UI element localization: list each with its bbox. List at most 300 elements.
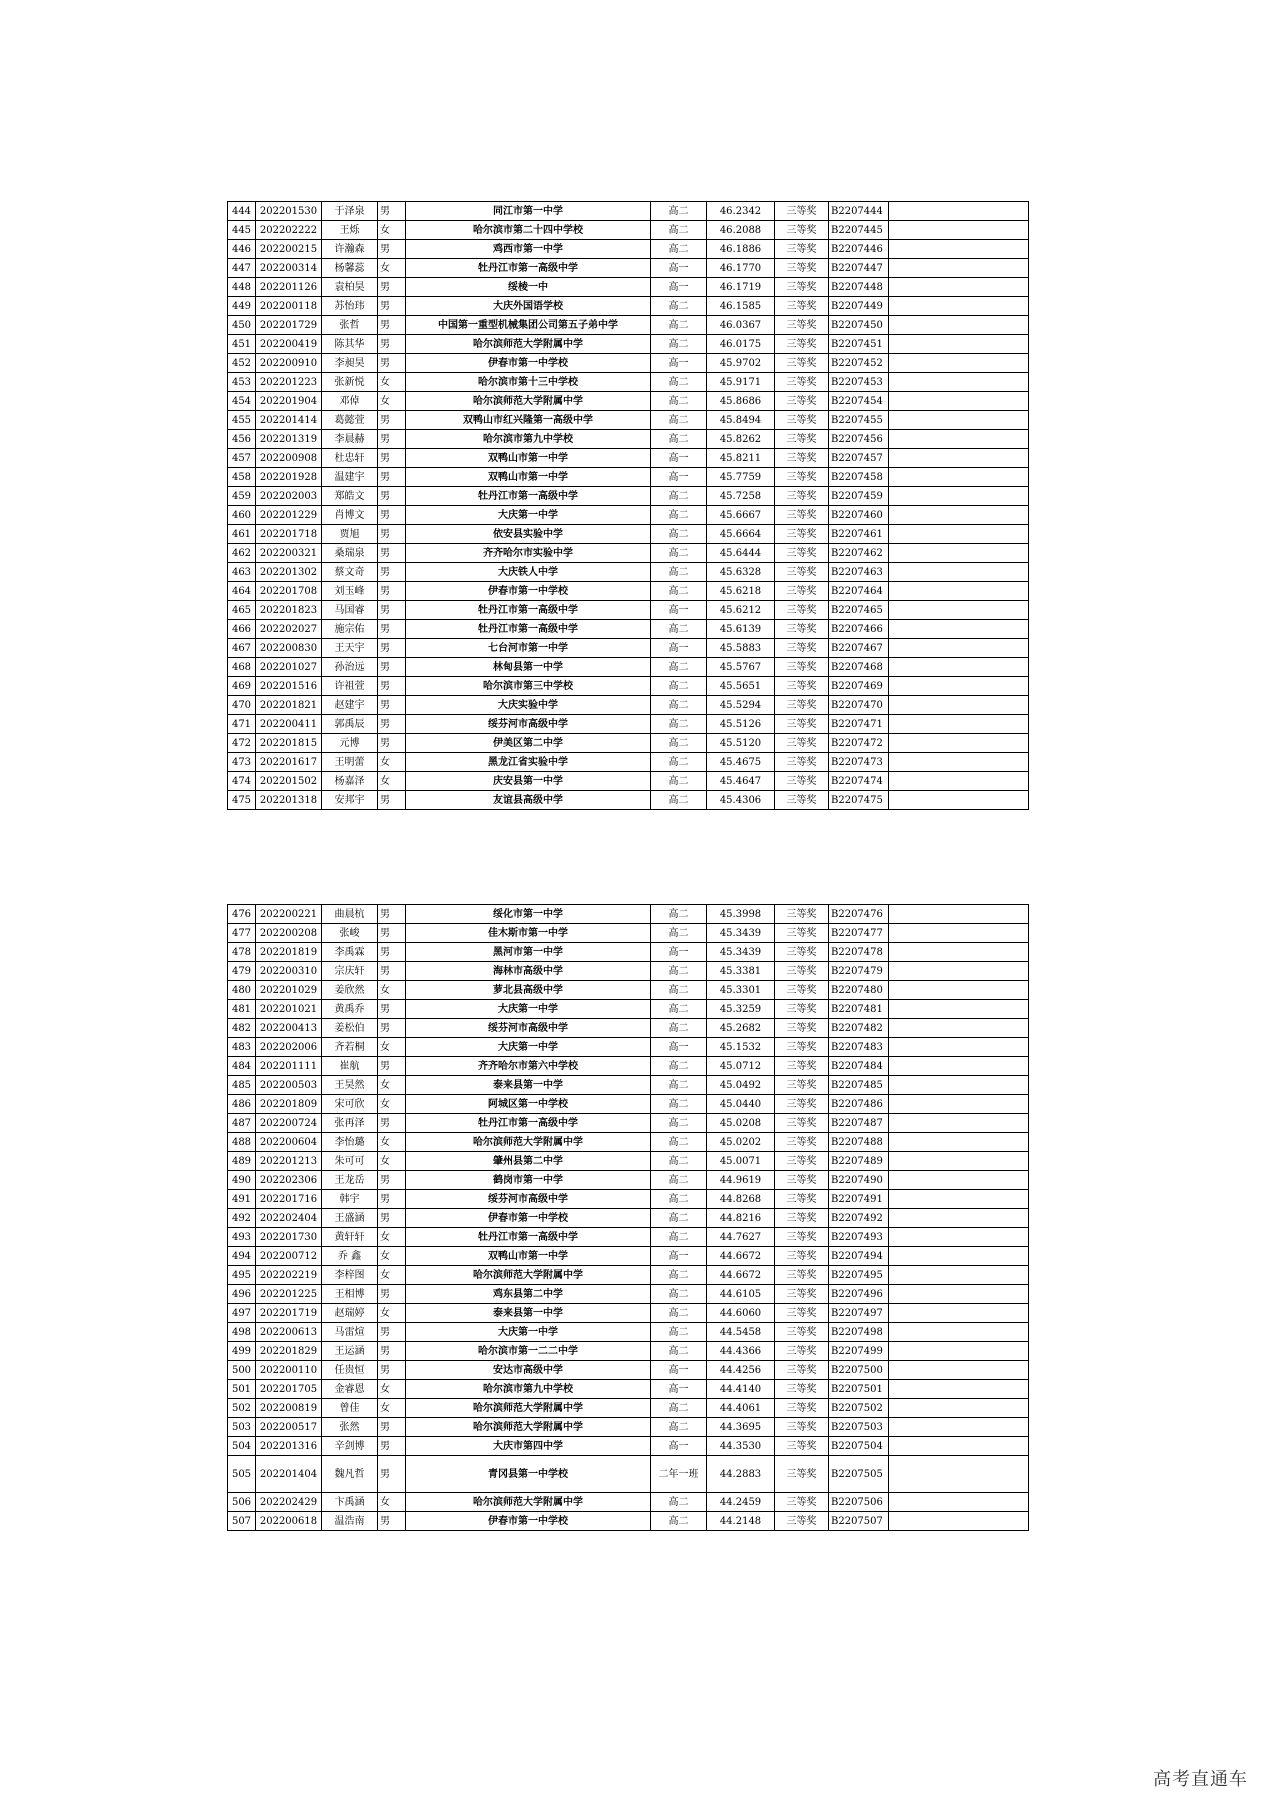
candidate-id-cell: 202201516	[256, 677, 322, 696]
grade-cell: 高二	[651, 715, 707, 734]
gender-cell: 男	[378, 962, 406, 981]
grade-cell: 高一	[651, 639, 707, 658]
name-cell: 温浩南	[322, 1512, 378, 1531]
rank-cell: 485	[228, 1076, 256, 1095]
grade-cell: 高一	[651, 1247, 707, 1266]
blank-cell	[889, 354, 1029, 373]
certificate-no-cell: B2207507	[829, 1512, 889, 1531]
name-cell: 李怡璐	[322, 1133, 378, 1152]
certificate-no-cell: B2207482	[829, 1019, 889, 1038]
score-cell: 44.8268	[707, 1190, 775, 1209]
score-cell: 45.6328	[707, 563, 775, 582]
table-row	[228, 1114, 1029, 1133]
name-cell: 张然	[322, 1418, 378, 1437]
table-row	[228, 620, 1029, 639]
candidate-id-cell: 202200321	[256, 544, 322, 563]
score-cell: 45.5883	[707, 639, 775, 658]
name-cell: 马雷煊	[322, 1323, 378, 1342]
rank-cell: 499	[228, 1342, 256, 1361]
gender-cell: 男	[378, 506, 406, 525]
grade-cell: 高二	[651, 734, 707, 753]
certificate-no-cell: B2207485	[829, 1076, 889, 1095]
table-row	[228, 449, 1029, 468]
award-cell: 三等奖	[775, 1323, 829, 1342]
name-cell: 金睿恩	[322, 1380, 378, 1399]
certificate-no-cell: B2207460	[829, 506, 889, 525]
name-cell: 苏怡玮	[322, 297, 378, 316]
award-cell: 三等奖	[775, 943, 829, 962]
candidate-id-cell: 202202404	[256, 1209, 322, 1228]
school-cell: 大庆第一中学	[406, 1038, 651, 1057]
grade-cell: 高一	[651, 449, 707, 468]
name-cell: 郑皓文	[322, 487, 378, 506]
certificate-no-cell: B2207503	[829, 1418, 889, 1437]
blank-cell	[889, 1456, 1029, 1493]
gender-cell: 男	[378, 1114, 406, 1133]
rank-cell: 454	[228, 392, 256, 411]
candidate-id-cell: 202200503	[256, 1076, 322, 1095]
school-cell: 伊美区第二中学	[406, 734, 651, 753]
award-cell: 三等奖	[775, 221, 829, 240]
name-cell: 杨馨蕊	[322, 259, 378, 278]
name-cell: 张哲	[322, 316, 378, 335]
gender-cell: 女	[378, 753, 406, 772]
blank-cell	[889, 639, 1029, 658]
table-row	[228, 392, 1029, 411]
table-row	[228, 1266, 1029, 1285]
table-row	[228, 373, 1029, 392]
name-cell: 王昊然	[322, 1076, 378, 1095]
grade-cell: 高二	[651, 1152, 707, 1171]
grade-cell: 高一	[651, 1437, 707, 1456]
school-cell: 中国第一重型机械集团公司第五子弟中学	[406, 316, 651, 335]
rank-cell: 506	[228, 1493, 256, 1512]
table-row	[228, 1171, 1029, 1190]
certificate-no-cell: B2207453	[829, 373, 889, 392]
award-cell: 三等奖	[775, 620, 829, 639]
score-cell: 44.4256	[707, 1361, 775, 1380]
award-cell: 三等奖	[775, 430, 829, 449]
certificate-no-cell: B2207491	[829, 1190, 889, 1209]
name-cell: 卞禹涵	[322, 1493, 378, 1512]
gender-cell: 男	[378, 335, 406, 354]
rank-cell: 448	[228, 278, 256, 297]
blank-cell	[889, 1380, 1029, 1399]
name-cell: 许祖萱	[322, 677, 378, 696]
name-cell: 葛懿萱	[322, 411, 378, 430]
blank-cell	[889, 468, 1029, 487]
blank-cell	[889, 316, 1029, 335]
score-cell: 45.3998	[707, 905, 775, 924]
certificate-no-cell: B2207468	[829, 658, 889, 677]
certificate-no-cell: B2207499	[829, 1342, 889, 1361]
certificate-no-cell: B2207447	[829, 259, 889, 278]
candidate-id-cell: 202201229	[256, 506, 322, 525]
school-cell: 依安县实验中学	[406, 525, 651, 544]
certificate-no-cell: B2207446	[829, 240, 889, 259]
score-cell: 45.5120	[707, 734, 775, 753]
rank-cell: 450	[228, 316, 256, 335]
certificate-no-cell: B2207502	[829, 1399, 889, 1418]
award-cell: 三等奖	[775, 962, 829, 981]
rank-cell: 486	[228, 1095, 256, 1114]
score-cell: 44.7627	[707, 1228, 775, 1247]
score-cell: 45.3381	[707, 962, 775, 981]
blank-cell	[889, 582, 1029, 601]
certificate-no-cell: B2207479	[829, 962, 889, 981]
table-row	[228, 1456, 1029, 1493]
candidate-id-cell: 202201716	[256, 1190, 322, 1209]
table-row	[228, 1019, 1029, 1038]
gender-cell: 男	[378, 1019, 406, 1038]
candidate-id-cell: 202201718	[256, 525, 322, 544]
candidate-id-cell: 202202219	[256, 1266, 322, 1285]
grade-cell: 高二	[651, 525, 707, 544]
rank-cell: 468	[228, 658, 256, 677]
school-cell: 大庆实验中学	[406, 696, 651, 715]
grade-cell: 高二	[651, 392, 707, 411]
grade-cell: 高一	[651, 1038, 707, 1057]
rank-cell: 455	[228, 411, 256, 430]
blank-cell	[889, 1114, 1029, 1133]
name-cell: 王明蕾	[322, 753, 378, 772]
rank-cell: 449	[228, 297, 256, 316]
rank-cell: 456	[228, 430, 256, 449]
award-cell: 三等奖	[775, 658, 829, 677]
school-cell: 肇州县第二中学	[406, 1152, 651, 1171]
certificate-no-cell: B2207505	[829, 1456, 889, 1493]
school-cell: 牡丹江市第一高级中学	[406, 259, 651, 278]
certificate-no-cell: B2207470	[829, 696, 889, 715]
certificate-no-cell: B2207448	[829, 278, 889, 297]
rank-cell: 494	[228, 1247, 256, 1266]
school-cell: 哈尔滨师范大学附属中学	[406, 392, 651, 411]
name-cell: 温建宇	[322, 468, 378, 487]
table-row	[228, 658, 1029, 677]
name-cell: 王烁	[322, 221, 378, 240]
certificate-no-cell: B2207493	[829, 1228, 889, 1247]
gender-cell: 男	[378, 734, 406, 753]
name-cell: 施宗佑	[322, 620, 378, 639]
school-cell: 牡丹江市第一高级中学	[406, 1114, 651, 1133]
table-row	[228, 677, 1029, 696]
candidate-id-cell: 202201027	[256, 658, 322, 677]
gender-cell: 女	[378, 1133, 406, 1152]
name-cell: 宋可欣	[322, 1095, 378, 1114]
school-cell: 鸡西市第一中学	[406, 240, 651, 259]
name-cell: 曾佳	[322, 1399, 378, 1418]
grade-cell: 高二	[651, 1512, 707, 1531]
school-cell: 大庆市第四中学	[406, 1437, 651, 1456]
score-cell: 45.5767	[707, 658, 775, 677]
name-cell: 李晨赫	[322, 430, 378, 449]
rank-cell: 484	[228, 1057, 256, 1076]
grade-cell: 高二	[651, 1285, 707, 1304]
table-row	[228, 1323, 1029, 1342]
candidate-id-cell: 202201316	[256, 1437, 322, 1456]
rank-cell: 478	[228, 943, 256, 962]
score-cell: 45.2682	[707, 1019, 775, 1038]
candidate-id-cell: 202201319	[256, 430, 322, 449]
score-cell: 45.5651	[707, 677, 775, 696]
rank-cell: 462	[228, 544, 256, 563]
gender-cell: 男	[378, 1437, 406, 1456]
rank-cell: 457	[228, 449, 256, 468]
grade-cell: 高二	[651, 430, 707, 449]
candidate-id-cell: 202201318	[256, 791, 322, 810]
rank-cell: 502	[228, 1399, 256, 1418]
table-row	[228, 202, 1029, 221]
candidate-id-cell: 202202003	[256, 487, 322, 506]
certificate-no-cell: B2207487	[829, 1114, 889, 1133]
grade-cell: 高二	[651, 487, 707, 506]
gender-cell: 男	[378, 696, 406, 715]
rank-cell: 500	[228, 1361, 256, 1380]
award-cell: 三等奖	[775, 639, 829, 658]
name-cell: 蔡文奇	[322, 563, 378, 582]
rank-cell: 498	[228, 1323, 256, 1342]
name-cell: 陈其华	[322, 335, 378, 354]
name-cell: 张再泽	[322, 1114, 378, 1133]
table-row	[228, 601, 1029, 620]
school-cell: 齐齐哈尔市实验中学	[406, 544, 651, 563]
school-cell: 哈尔滨市第三中学校	[406, 677, 651, 696]
certificate-no-cell: B2207506	[829, 1493, 889, 1512]
certificate-no-cell: B2207501	[829, 1380, 889, 1399]
school-cell: 泰来县第一中学	[406, 1076, 651, 1095]
table-row	[228, 753, 1029, 772]
school-cell: 鹤岗市第一中学	[406, 1171, 651, 1190]
school-cell: 同江市第一中学	[406, 202, 651, 221]
name-cell: 张峻	[322, 924, 378, 943]
name-cell: 姜松伯	[322, 1019, 378, 1038]
blank-cell	[889, 544, 1029, 563]
award-cell: 三等奖	[775, 354, 829, 373]
name-cell: 崔航	[322, 1057, 378, 1076]
blank-cell	[889, 1152, 1029, 1171]
school-cell: 绥芬河市高级中学	[406, 715, 651, 734]
blank-cell	[889, 430, 1029, 449]
table-row	[228, 1038, 1029, 1057]
table-row	[228, 506, 1029, 525]
certificate-no-cell: B2207456	[829, 430, 889, 449]
candidate-id-cell: 202200118	[256, 297, 322, 316]
gender-cell: 男	[378, 924, 406, 943]
school-cell: 伊春市第一中学校	[406, 582, 651, 601]
score-cell: 45.7258	[707, 487, 775, 506]
blank-cell	[889, 620, 1029, 639]
rank-cell: 471	[228, 715, 256, 734]
watermark-text: 高考直通车	[1153, 1769, 1248, 1790]
school-cell: 大庆外国语学校	[406, 297, 651, 316]
gender-cell: 男	[378, 468, 406, 487]
score-cell: 45.9171	[707, 373, 775, 392]
rank-cell: 479	[228, 962, 256, 981]
certificate-no-cell: B2207454	[829, 392, 889, 411]
score-cell: 45.8262	[707, 430, 775, 449]
award-cell: 三等奖	[775, 696, 829, 715]
school-cell: 佳木斯市第一中学	[406, 924, 651, 943]
certificate-no-cell: B2207465	[829, 601, 889, 620]
gender-cell: 女	[378, 1493, 406, 1512]
grade-cell: 高二	[651, 924, 707, 943]
award-cell: 三等奖	[775, 487, 829, 506]
score-cell: 45.8494	[707, 411, 775, 430]
score-cell: 44.6105	[707, 1285, 775, 1304]
blank-cell	[889, 1095, 1029, 1114]
candidate-id-cell: 202201021	[256, 1000, 322, 1019]
rank-cell: 447	[228, 259, 256, 278]
blank-cell	[889, 1493, 1029, 1512]
name-cell: 赵瑞婷	[322, 1304, 378, 1323]
score-cell: 45.0492	[707, 1076, 775, 1095]
grade-cell: 高二	[651, 316, 707, 335]
rank-cell: 474	[228, 772, 256, 791]
rank-cell: 483	[228, 1038, 256, 1057]
award-cell: 三等奖	[775, 335, 829, 354]
certificate-no-cell: B2207486	[829, 1095, 889, 1114]
gender-cell: 男	[378, 1000, 406, 1019]
score-cell: 45.6212	[707, 601, 775, 620]
certificate-no-cell: B2207472	[829, 734, 889, 753]
certificate-no-cell: B2207489	[829, 1152, 889, 1171]
school-cell: 黑河市第一中学	[406, 943, 651, 962]
certificate-no-cell: B2207481	[829, 1000, 889, 1019]
name-cell: 杜忠轩	[322, 449, 378, 468]
rank-cell: 472	[228, 734, 256, 753]
rank-cell: 490	[228, 1171, 256, 1190]
score-cell: 45.3439	[707, 924, 775, 943]
award-cell: 三等奖	[775, 791, 829, 810]
award-cell: 三等奖	[775, 1247, 829, 1266]
certificate-no-cell: B2207451	[829, 335, 889, 354]
rank-cell: 475	[228, 791, 256, 810]
gender-cell: 男	[378, 487, 406, 506]
name-cell: 齐若桐	[322, 1038, 378, 1057]
rank-cell: 495	[228, 1266, 256, 1285]
score-cell: 44.3695	[707, 1418, 775, 1437]
table-row	[228, 1209, 1029, 1228]
school-cell: 哈尔滨师范大学附属中学	[406, 335, 651, 354]
score-cell: 45.4675	[707, 753, 775, 772]
rank-cell: 503	[228, 1418, 256, 1437]
school-cell: 哈尔滨市第二十四中学校	[406, 221, 651, 240]
blank-cell	[889, 1038, 1029, 1057]
award-cell: 三等奖	[775, 1076, 829, 1095]
candidate-id-cell: 202202429	[256, 1493, 322, 1512]
candidate-id-cell: 202201821	[256, 696, 322, 715]
award-cell: 三等奖	[775, 1019, 829, 1038]
gender-cell: 男	[378, 905, 406, 924]
gender-cell: 男	[378, 620, 406, 639]
table-row	[228, 1152, 1029, 1171]
grade-cell: 高二	[651, 1076, 707, 1095]
school-cell: 鸡东县第二中学	[406, 1285, 651, 1304]
award-cell: 三等奖	[775, 278, 829, 297]
school-cell: 绥棱一中	[406, 278, 651, 297]
grade-cell: 高一	[651, 354, 707, 373]
school-cell: 牡丹江市第一高级中学	[406, 1228, 651, 1247]
blank-cell	[889, 943, 1029, 962]
candidate-id-cell: 202201111	[256, 1057, 322, 1076]
score-cell: 46.1719	[707, 278, 775, 297]
score-cell: 44.6060	[707, 1304, 775, 1323]
award-cell: 三等奖	[775, 753, 829, 772]
award-cell: 三等奖	[775, 202, 829, 221]
school-cell: 牡丹江市第一高级中学	[406, 620, 651, 639]
table-row	[228, 1190, 1029, 1209]
rank-cell: 488	[228, 1133, 256, 1152]
candidate-id-cell: 202200712	[256, 1247, 322, 1266]
blank-cell	[889, 677, 1029, 696]
gender-cell: 男	[378, 297, 406, 316]
gender-cell: 女	[378, 221, 406, 240]
rank-cell: 481	[228, 1000, 256, 1019]
gender-cell: 男	[378, 430, 406, 449]
award-cell: 三等奖	[775, 1057, 829, 1076]
award-cell: 三等奖	[775, 1152, 829, 1171]
table-row	[228, 1399, 1029, 1418]
grade-cell: 高一	[651, 468, 707, 487]
certificate-no-cell: B2207477	[829, 924, 889, 943]
award-cell: 三等奖	[775, 1209, 829, 1228]
candidate-id-cell: 202201928	[256, 468, 322, 487]
results-table-1	[227, 201, 1029, 810]
school-cell: 哈尔滨市第九中学校	[406, 430, 651, 449]
candidate-id-cell: 202200314	[256, 259, 322, 278]
table-row	[228, 1304, 1029, 1323]
name-cell: 黄轩轩	[322, 1228, 378, 1247]
certificate-no-cell: B2207458	[829, 468, 889, 487]
gender-cell: 女	[378, 1038, 406, 1057]
name-cell: 姜欣然	[322, 981, 378, 1000]
certificate-no-cell: B2207488	[829, 1133, 889, 1152]
grade-cell: 高二	[651, 1133, 707, 1152]
candidate-id-cell: 202202027	[256, 620, 322, 639]
name-cell: 贾旭	[322, 525, 378, 544]
school-cell: 哈尔滨市第十三中学校	[406, 373, 651, 392]
blank-cell	[889, 202, 1029, 221]
grade-cell: 高二	[651, 1418, 707, 1437]
table-row	[228, 924, 1029, 943]
score-cell: 46.0175	[707, 335, 775, 354]
award-cell: 三等奖	[775, 1342, 829, 1361]
blank-cell	[889, 1437, 1029, 1456]
certificate-no-cell: B2207480	[829, 981, 889, 1000]
table-row	[228, 1095, 1029, 1114]
blank-cell	[889, 1000, 1029, 1019]
gender-cell: 女	[378, 1228, 406, 1247]
gender-cell: 男	[378, 1456, 406, 1493]
score-cell: 45.0712	[707, 1057, 775, 1076]
rank-cell: 453	[228, 373, 256, 392]
table-row	[228, 905, 1029, 924]
rank-cell: 482	[228, 1019, 256, 1038]
certificate-no-cell: B2207459	[829, 487, 889, 506]
grade-cell: 高二	[651, 1095, 707, 1114]
award-cell: 三等奖	[775, 1418, 829, 1437]
grade-cell: 高二	[651, 1304, 707, 1323]
certificate-no-cell: B2207457	[829, 449, 889, 468]
rank-cell: 445	[228, 221, 256, 240]
award-cell: 三等奖	[775, 1361, 829, 1380]
blank-cell	[889, 1019, 1029, 1038]
certificate-no-cell: B2207455	[829, 411, 889, 430]
score-cell: 45.0440	[707, 1095, 775, 1114]
rank-cell: 507	[228, 1512, 256, 1531]
blank-cell	[889, 791, 1029, 810]
blank-cell	[889, 411, 1029, 430]
